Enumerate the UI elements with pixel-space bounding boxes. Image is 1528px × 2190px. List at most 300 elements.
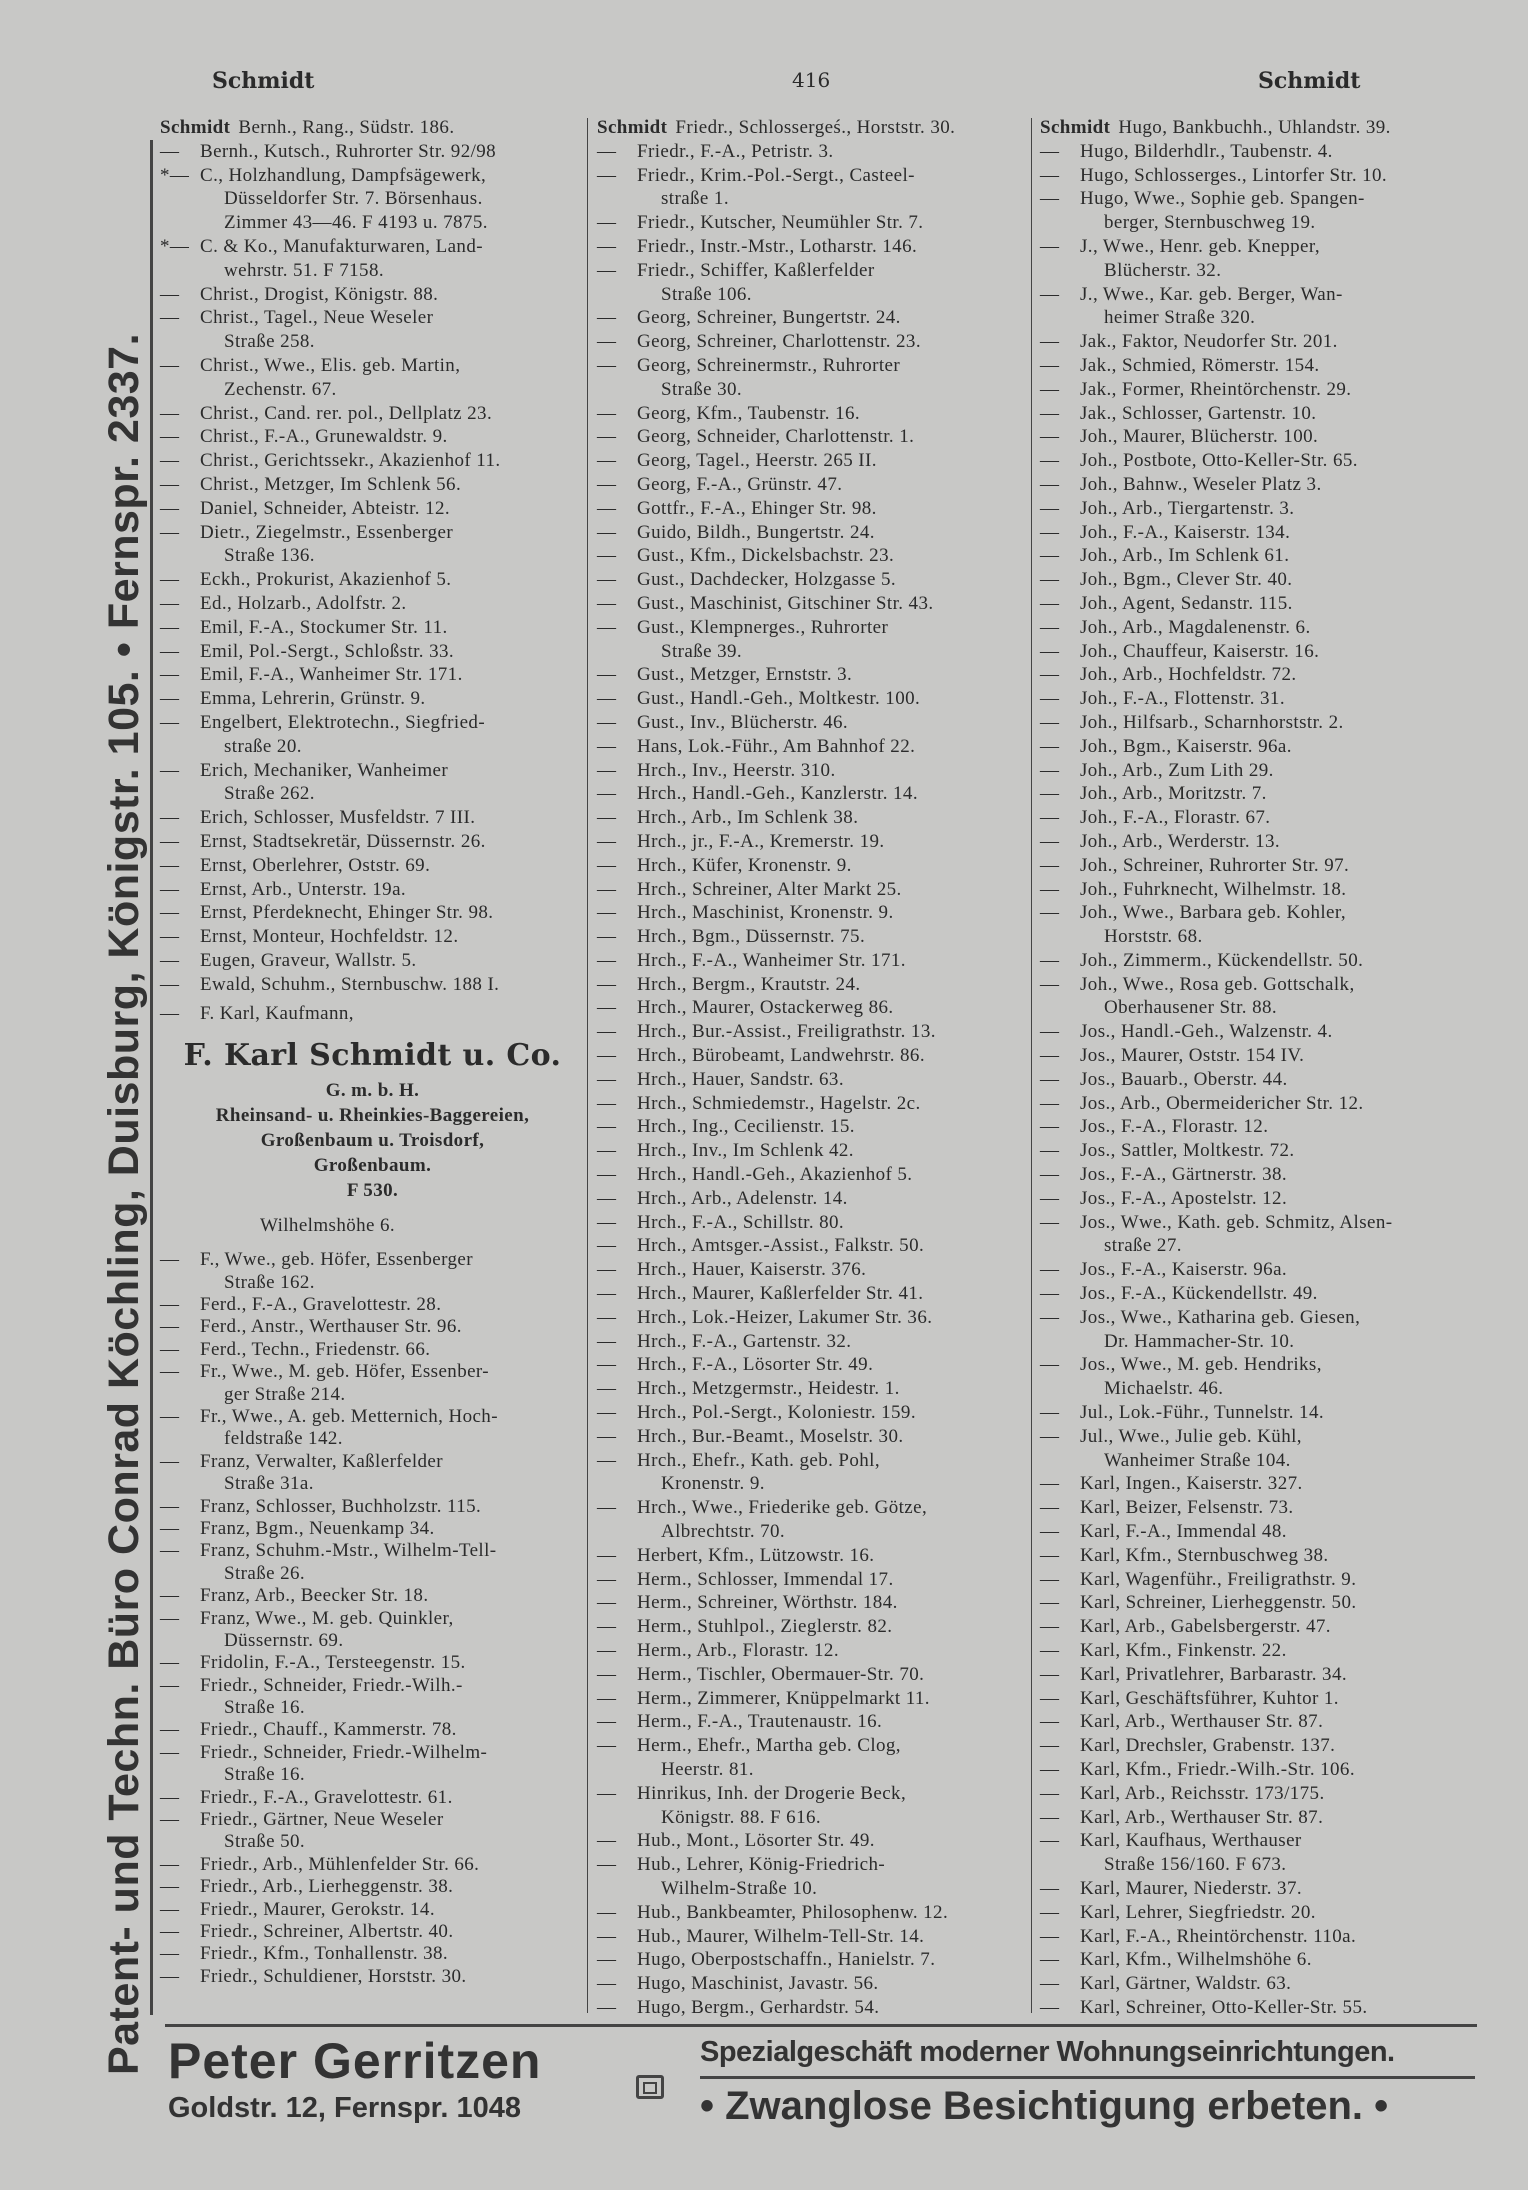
side-advertisement: Patent- und Techn. Büro Conrad Köchling, Duisburg, Königstr. 105. • Fernspr. 2337. (100, 332, 148, 2075)
directory-entry (1040, 1472, 1480, 1496)
entry-line (160, 1540, 585, 1562)
entry-text: Straße 50. (224, 1831, 306, 1853)
directory-entry (597, 1496, 1027, 1544)
directory-entry (1040, 1282, 1480, 1306)
entry-line (597, 283, 1027, 307)
entry-lead: — (597, 1378, 617, 1400)
entry-lead: — (1040, 640, 1060, 662)
directory-entry (597, 425, 1027, 449)
entry-lead: — (1040, 1687, 1060, 1709)
entry-text: Gust., Dachdecker, Holzgasse 5. (637, 569, 897, 591)
entry-lead: — (160, 1338, 180, 1360)
entry-text: Hrch., Schreiner, Alter Markt 25. (637, 878, 902, 900)
entry-lead: — (160, 1517, 180, 1539)
directory-entry (160, 901, 585, 925)
entry-lead: — (597, 1164, 617, 1186)
entry-lead: — (160, 902, 180, 924)
directory-entry (597, 116, 1027, 140)
entry-line (1040, 854, 1480, 878)
entry-text: Joh., Chauffeur, Kaiserstr. 16. (1080, 640, 1320, 662)
ad-address: Wilhelmshöhe 6. (260, 1215, 396, 1237)
directory-entry (1040, 711, 1480, 735)
entry-line (597, 616, 1027, 640)
entry-line (1040, 1568, 1480, 1592)
entry-text: Engelbert, Elektrotechn., Siegfried- (200, 711, 486, 733)
entry-lead: — (1040, 235, 1060, 257)
entry-text: Karl, Kfm., Friedr.-Wilh.-Str. 106. (1080, 1758, 1355, 1780)
entry-line (1040, 1925, 1480, 1949)
directory-entry (597, 1044, 1027, 1068)
entry-text: Emil, F.-A., Stockumer Str. 11. (200, 616, 448, 638)
entry-lead: — (597, 735, 617, 757)
entry-line (160, 425, 585, 449)
entry-text: Wilhelm-Straße 10. (661, 1877, 818, 1899)
entry-lead: — (597, 1901, 617, 1923)
entry-line (1040, 1234, 1480, 1258)
entry-line (597, 1948, 1027, 1972)
entry-line (160, 949, 585, 973)
directory-entry (160, 1652, 585, 1674)
directory-entry (1040, 1020, 1480, 1044)
entry-line (1040, 830, 1480, 854)
entry-text: F. Karl, Kaufmann, (200, 1003, 354, 1025)
entry-text: Georg, Tagel., Heerstr. 265 II. (637, 450, 877, 472)
entry-text: Joh., Arb., Hochfeldstr. 72. (1080, 664, 1297, 686)
entry-line (597, 1639, 1027, 1663)
directory-entry (160, 973, 585, 997)
entry-lead: — (1040, 1711, 1060, 1733)
entry-line (1040, 354, 1480, 378)
directory-entry (1040, 330, 1480, 354)
directory-entry (1040, 1401, 1480, 1425)
entry-text: Hrch., Bur.-Assist., Freiligrathstr. 13. (637, 1021, 936, 1043)
entry-text: Jos., Wwe., M. geb. Hendriks, (1080, 1354, 1322, 1376)
entry-line (160, 1630, 585, 1652)
entry-line (1040, 1782, 1480, 1806)
entry-line (597, 378, 1027, 402)
directory-entry (160, 640, 585, 664)
entry-lead: — (1040, 1782, 1060, 1804)
entry-text: Straße 31a. (224, 1473, 314, 1495)
entry-text: Jos., Maurer, Oststr. 154 IV. (1080, 1045, 1305, 1067)
entry-text: Straße 156/160. F 673. (1104, 1854, 1287, 1876)
entry-text: Ernst, Stadtsekretär, Düssernstr. 26. (200, 830, 486, 852)
entry-text: Fr., Wwe., M. geb. Höfer, Essenber- (200, 1361, 489, 1383)
column-1 (160, 116, 585, 1988)
directory-entry (597, 996, 1027, 1020)
entry-text: Hrch., F.-A., Wanheimer Str. 171. (637, 949, 906, 971)
entry-text: Joh., Maurer, Blücherstr. 100. (1080, 426, 1319, 448)
directory-entry (597, 735, 1027, 759)
entry-lead: — (1040, 1283, 1060, 1305)
entry-line (160, 1361, 585, 1383)
entry-text: Joh., Zimmerm., Kückendellstr. 50. (1080, 949, 1364, 971)
directory-entry (1040, 663, 1480, 687)
directory-entry (160, 592, 585, 616)
entry-lead: — (1040, 1568, 1060, 1590)
entry-text: Gust., Klempnerges., Ruhrorter (637, 616, 889, 638)
directory-entry (597, 1163, 1027, 1187)
directory-entry (597, 140, 1027, 164)
entry-lead: — (1040, 545, 1060, 567)
entry-line (1040, 1044, 1480, 1068)
directory-entry (1040, 1782, 1480, 1806)
entry-lead: — (597, 926, 617, 948)
directory-entry (597, 1306, 1027, 1330)
entry-line (597, 1353, 1027, 1377)
entry-text: Ferd., Techn., Friedenstr. 66. (200, 1338, 431, 1360)
entry-lead: — (1040, 1996, 1060, 2018)
entry-line (597, 473, 1027, 497)
ad-line: Großenbaum u. Troisdorf, (260, 1130, 485, 1152)
entry-text: Düsseldorfer Str. 7. Börsenhaus. (224, 188, 483, 210)
entry-text: Joh., Arb., Magdalenenstr. 6. (1080, 616, 1311, 638)
directory-entry (1040, 854, 1480, 878)
entry-lead: — (160, 1786, 180, 1808)
entry-lead: — (597, 616, 617, 638)
entry-lead: — (597, 1330, 617, 1352)
entry-lead: — (1040, 1640, 1060, 1661)
entry-text: Ernst, Monteur, Hochfeldstr. 12. (200, 926, 459, 948)
entry-line (597, 1877, 1027, 1901)
directory-entry (160, 1921, 585, 1943)
entry-line (160, 211, 585, 235)
entry-text: heimer Straße 320. (1104, 307, 1256, 329)
entry-lead: — (1040, 1021, 1060, 1043)
entry-lead: — (160, 878, 180, 900)
entry-line (160, 1854, 585, 1876)
entry-text: Hub., Lehrer, König-Friedrich- (637, 1854, 886, 1876)
directory-entry (1040, 116, 1480, 140)
entry-line (1040, 735, 1480, 759)
entry-lead: — (1040, 664, 1060, 686)
directory-entry (160, 1585, 585, 1607)
directory-entry (160, 1966, 585, 1988)
entry-text: Karl, Wagenführ., Freiligrathstr. 9. (1080, 1568, 1357, 1590)
directory-entry (160, 1899, 585, 1921)
entry-line (160, 354, 585, 378)
entry-lead: — (1040, 688, 1060, 710)
directory-entry (160, 806, 585, 830)
entry-line (597, 592, 1027, 616)
column-3 (1040, 116, 1480, 2020)
entry-line (160, 1966, 585, 1988)
directory-entry (597, 1925, 1027, 1949)
entry-line (160, 259, 585, 283)
entry-lead: — (160, 1965, 180, 1987)
entry-lead: — (1040, 1901, 1060, 1923)
directory-entry (1040, 1139, 1480, 1163)
directory-entry (597, 1782, 1027, 1830)
entry-line (160, 1608, 585, 1630)
directory-entry (597, 211, 1027, 235)
entry-text: Joh., Arb., Im Schlenk 61. (1080, 545, 1290, 567)
entry-text: Hrch., Maurer, Ostackerweg 86. (637, 997, 894, 1019)
directory-entry (597, 330, 1027, 354)
entry-lead: — (1040, 1616, 1060, 1638)
entry-text: Joh., Arb., Moritzstr. 7. (1080, 783, 1267, 805)
entry-text: Wanheimer Straße 104. (1104, 1449, 1291, 1471)
entry-line (1040, 378, 1480, 402)
entry-text: Friedr., Arb., Mühlenfelder Str. 66. (200, 1853, 480, 1875)
entry-line (1040, 1163, 1480, 1187)
directory-entry (597, 1615, 1027, 1639)
entry-line (1040, 187, 1480, 211)
directory-entry (597, 1996, 1027, 2020)
directory-entry (1040, 640, 1480, 664)
entry-text: Jos., Wwe., Kath. geb. Schmitz, Alsen- (1080, 1211, 1393, 1233)
entry-text: Christ., Gerichtssekr., Akazienhof 11. (200, 450, 501, 472)
entry-lead: — (597, 1592, 617, 1614)
entry-lead: — (160, 973, 180, 995)
entry-text: wehrstr. 51. F 7158. (224, 259, 384, 281)
entry-lead: — (597, 1854, 617, 1876)
entry-lead: — (597, 569, 617, 591)
entry-line (597, 1925, 1027, 1949)
entry-lead: — (1040, 949, 1060, 971)
entry-lead: — (597, 783, 617, 805)
entry-text: straße 1. (661, 188, 729, 210)
entry-lead: — (160, 759, 180, 781)
entry-line (160, 830, 585, 854)
entry-text: Karl, Drechsler, Grabenstr. 137. (1080, 1735, 1336, 1757)
entry-lead: — (160, 1585, 180, 1607)
directory-entry (597, 1591, 1027, 1615)
entry-line (597, 663, 1027, 687)
entry-text: Joh., Agent, Sedanstr. 115. (1080, 592, 1293, 614)
entry-line (1040, 1591, 1480, 1615)
entry-lead: — (597, 331, 617, 353)
directory-entry (1040, 1092, 1480, 1116)
entry-text: Karl, Lehrer, Siegfriedstr. 20. (1080, 1901, 1316, 1923)
directory-entry (160, 283, 585, 307)
directory-entry (160, 1496, 585, 1518)
directory-entry (1040, 1425, 1480, 1473)
entry-line (1040, 425, 1480, 449)
entry-line (597, 1806, 1027, 1830)
entry-line (597, 1044, 1027, 1068)
directory-entry (160, 1675, 585, 1720)
entry-line (1040, 259, 1480, 283)
entry-text: Joh., Hilfsarb., Scharnhorststr. 2. (1080, 711, 1344, 733)
directory-entry (160, 235, 585, 283)
entry-lead: — (597, 1283, 617, 1305)
entry-text: Friedr., Gärtner, Neue Weseler (200, 1809, 444, 1831)
entry-line (597, 973, 1027, 997)
directory-entry (1040, 449, 1480, 473)
entry-line (597, 806, 1027, 830)
entry-lead: — (1040, 878, 1060, 900)
entry-lead: — (597, 1949, 617, 1971)
entry-lead: — (160, 1853, 180, 1875)
entry-text: J., Wwe., Kar. geb. Berger, Wan- (1080, 283, 1343, 305)
entry-line (160, 925, 585, 949)
entry-lead: — (1040, 1735, 1060, 1757)
directory-entry (1040, 687, 1480, 711)
entry-line (160, 1764, 585, 1786)
entry-line (160, 1249, 585, 1271)
directory-entry (597, 306, 1027, 330)
entry-text: Joh., Wwe., Barbara geb. Kohler, (1080, 902, 1346, 924)
directory-entry (597, 473, 1027, 497)
entry-text: Karl, F.-A., Rheintörchenstr. 110a. (1080, 1925, 1357, 1947)
directory-entry (1040, 1639, 1480, 1663)
entry-text: Hans, Lok.-Führ., Am Bahnhof 22. (637, 735, 916, 757)
directory-entry (1040, 354, 1480, 378)
entry-line (1040, 1544, 1480, 1568)
directory-entry (1040, 187, 1480, 235)
entry-text: Franz, Wwe., M. geb. Quinkler, (200, 1607, 454, 1629)
directory-entry (597, 259, 1027, 307)
entry-line (1040, 497, 1480, 521)
directory-entry (160, 1316, 585, 1338)
footer-right-rule (700, 2076, 1475, 2079)
directory-entry (1040, 1615, 1480, 1639)
entry-line (597, 521, 1027, 545)
entry-lead: — (597, 140, 617, 162)
directory-entry (160, 1361, 585, 1406)
entry-lead: — (597, 354, 617, 376)
ad-line: F 530. (346, 1180, 399, 1202)
entry-line (597, 1234, 1027, 1258)
entry-text: Hrch., Pol.-Sergt., Koloniestr. 159. (637, 1402, 916, 1424)
entry-text: Hugo, Bankbuchh., Uhlandstr. 39. (1118, 117, 1391, 138)
entry-text: Friedr., Schuldiener, Horststr. 30. (200, 1965, 467, 1987)
entry-lead: — (597, 592, 617, 614)
entry-line (160, 402, 585, 426)
entry-line (1040, 449, 1480, 473)
entry-lead: — (1040, 1092, 1060, 1114)
entry-text: Hub., Bankbeamter, Philosophenw. 12. (637, 1901, 949, 1923)
entry-lead: — (597, 521, 617, 543)
entry-line (1040, 1520, 1480, 1544)
entry-line (1040, 544, 1480, 568)
entry-text: Hrch., Arb., Im Schlenk 38. (637, 807, 859, 829)
side-rule (150, 140, 153, 2015)
entry-lead: — (597, 759, 617, 781)
entry-lead: — (160, 807, 180, 829)
directory-entry (1040, 1591, 1480, 1615)
entry-line (1040, 1401, 1480, 1425)
entry-line (160, 235, 585, 259)
entry-text: Gust., Kfm., Dickelsbachstr. 23. (637, 545, 895, 567)
entry-line (597, 1139, 1027, 1163)
directory-entry (160, 116, 585, 140)
entry-text: Georg, Schreiner, Charlottenstr. 23. (637, 331, 921, 353)
entry-line (160, 1809, 585, 1831)
entry-line (1040, 759, 1480, 783)
entry-text: Hugo, Bilderhdlr., Taubenstr. 4. (1080, 140, 1333, 162)
directory-entry (597, 1211, 1027, 1235)
entry-lead: — (597, 545, 617, 567)
entry-text: Hrch., Lok.-Heizer, Lakumer Str. 36. (637, 1306, 933, 1328)
entry-text: Karl, Beizer, Felsenstr. 73. (1080, 1497, 1294, 1519)
entry-line (1040, 996, 1480, 1020)
entry-line (160, 164, 585, 188)
directory-entry (597, 1710, 1027, 1734)
entry-line (597, 1615, 1027, 1639)
entry-line (597, 306, 1027, 330)
entry-lead: — (1040, 1758, 1060, 1780)
entry-line (1040, 402, 1480, 426)
entry-line (160, 616, 585, 640)
entry-text: Dietr., Ziegelmstr., Essenberger (200, 521, 454, 543)
entry-lead: — (160, 1876, 180, 1898)
entry-line (1040, 1710, 1480, 1734)
directory-entry (597, 164, 1027, 212)
directory-entry (597, 1544, 1027, 1568)
directory-entry (1040, 1710, 1480, 1734)
entry-line (160, 1943, 585, 1965)
entry-line (1040, 1972, 1480, 1996)
directory-entry (1040, 425, 1480, 449)
entry-lead: — (597, 688, 617, 710)
entry-text: Herm., Schreiner, Wörthstr. 184. (637, 1592, 898, 1614)
entry-text: Franz, Verwalter, Kaßlerfelder (200, 1450, 443, 1472)
entry-lead: — (1040, 450, 1060, 472)
entry-lead: — (160, 140, 180, 162)
entry-line (160, 1496, 585, 1518)
directory-entry (597, 1972, 1027, 1996)
entry-text: Friedr., Kutscher, Neumühler Str. 7. (637, 212, 924, 234)
entry-lead: — (597, 1021, 617, 1043)
directory-entry (1040, 973, 1480, 1021)
entry-text: Friedr., Arb., Lierheggenstr. 38. (200, 1876, 454, 1898)
directory-entry (597, 806, 1027, 830)
directory-entry (597, 973, 1027, 997)
directory-entry (1040, 1258, 1480, 1282)
directory-entry (160, 1249, 585, 1294)
entry-lead: — (1040, 592, 1060, 614)
entry-lead: — (1040, 140, 1060, 162)
entry-lead: — (597, 1187, 617, 1209)
entry-lead: Schmidt (160, 117, 231, 138)
entry-text: Karl, Arb., Reichsstr. 173/175. (1080, 1782, 1325, 1804)
entry-line (597, 925, 1027, 949)
entry-text: Jos., Handl.-Geh., Walzenstr. 4. (1080, 1021, 1333, 1043)
entry-line (597, 640, 1027, 664)
entry-line (160, 663, 585, 687)
entry-text: Emil, F.-A., Wanheimer Str. 171. (200, 664, 463, 686)
entry-text: Straße 162. (224, 1271, 315, 1293)
entry-text: Hrch., Bgm., Düssernstr. 75. (637, 926, 866, 948)
entry-lead: — (1040, 1592, 1060, 1614)
entry-lead: — (597, 1568, 617, 1590)
entry-text: Emil, Pol.-Sergt., Schloßstr. 33. (200, 640, 455, 662)
entry-line (597, 497, 1027, 521)
entry-line (1040, 1758, 1480, 1782)
entry-text: Ernst, Pferdeknecht, Ehinger Str. 98. (200, 902, 494, 924)
entry-line (597, 1425, 1027, 1449)
entry-text: Erich, Schlosser, Musfeldstr. 7 III. (200, 807, 476, 829)
entry-lead: — (597, 1973, 617, 1995)
ad-line: G. m. b. H. (325, 1080, 420, 1102)
directory-entry (1040, 402, 1480, 426)
entry-line (597, 1449, 1027, 1473)
entry-lead: — (1040, 1425, 1060, 1447)
entry-line (1040, 1115, 1480, 1139)
directory-entry (597, 1449, 1027, 1497)
directory-entry (597, 854, 1027, 878)
entry-lead: — (1040, 807, 1060, 829)
directory-entry (160, 354, 585, 402)
entry-text: Erich, Mechaniker, Wanheimer (200, 759, 449, 781)
entry-text: Straße 30. (661, 378, 743, 400)
entry-line (597, 1734, 1027, 1758)
entry-line (160, 711, 585, 735)
entry-text: Karl, Geschäftsführer, Kuhtor 1. (1080, 1687, 1339, 1709)
directory-entry (160, 663, 585, 687)
